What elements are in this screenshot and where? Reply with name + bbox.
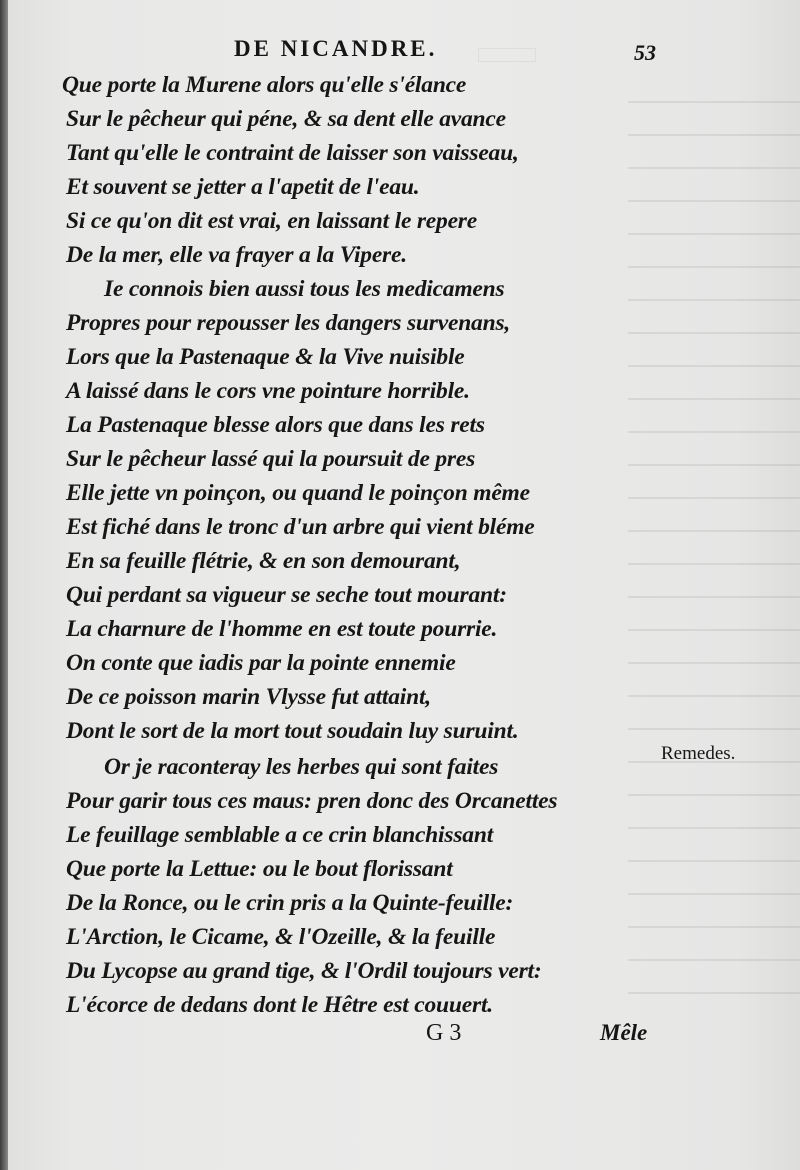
verse-line: A laissé dans le cors vne pointure horrible. (66, 378, 470, 404)
verse-line: Sur le pêcheur lassé qui la poursuit de pres (66, 446, 476, 472)
verse-line: Que porte la Lettue: ou le bout florissant (66, 856, 453, 882)
verse-line: Et souvent se jetter a l'apetit de l'eau. (66, 174, 420, 200)
page-number: 53 (634, 40, 656, 65)
verse-line: Le feuillage semblable a ce crin blanchissant (66, 822, 494, 848)
page-gutter-shadow (0, 0, 8, 1170)
book-page (8, 0, 800, 1170)
show-through-text (628, 70, 800, 1030)
verse-line: La charnure de l'homme en est toute pourrie. (66, 616, 498, 642)
verse-line: Ie connois bien aussi tous les medicamens (104, 276, 505, 302)
verse-line: En sa feuille flétrie, & en son demourant, (66, 548, 461, 574)
verse-line: Dont le sort de la mort tout soudain luy suruint. (66, 718, 519, 744)
verse-line: L'écorce de dedans dont le Hêtre est couuert. (66, 992, 493, 1018)
verse-line: Qui perdant sa vigueur se seche tout mourant: (66, 582, 507, 608)
verse-line: Lors que la Pastenaque & la Vive nuisible (66, 344, 465, 370)
verse-line: On conte que iadis par la pointe ennemie (66, 650, 456, 676)
catchword: Mêle (600, 1020, 648, 1045)
page-header (8, 36, 800, 66)
verse-line: Du Lycopse au grand tige, & l'Ordil toujours vert: (66, 958, 542, 984)
verse-line: Pour garir tous ces maus: pren donc des Orcanettes (66, 788, 558, 814)
margin-note: Remedes. (661, 743, 736, 764)
verse-line: La Pastenaque blesse alors que dans les rets (66, 412, 485, 438)
verse-line: De la Ronce, ou le crin pris a la Quinte-feuille: (66, 890, 514, 916)
verse-line: Elle jette vn poinçon, ou quand le poinçon même (66, 480, 530, 506)
verse-line: Est fiché dans le tronc d'un arbre qui vient bléme (66, 514, 535, 540)
verse-line: Sur le pêcheur qui péne, & sa dent elle avance (66, 106, 506, 132)
verse-line: Tant qu'elle le contraint de laisser son vaisseau, (66, 140, 519, 166)
verse-line: De la mer, elle va frayer a la Vipere. (66, 242, 407, 268)
verse-line: Si ce qu'on dit est vrai, en laissant le repere (66, 208, 477, 234)
verse-line: Propres pour repousser les dangers survenans, (66, 310, 511, 336)
running-head: DE NICANDRE. (234, 36, 438, 61)
signature-mark: G 3 (426, 1020, 462, 1046)
verse-line: Que porte la Murene alors qu'elle s'élance (62, 72, 467, 98)
verse-line: De ce poisson marin Vlysse fut attaint, (66, 684, 431, 710)
verse-line: L'Arction, le Cicame, & l'Ozeille, & la feuille (66, 924, 496, 950)
verse-line: Or je raconteray les herbes qui sont faites (104, 754, 499, 780)
